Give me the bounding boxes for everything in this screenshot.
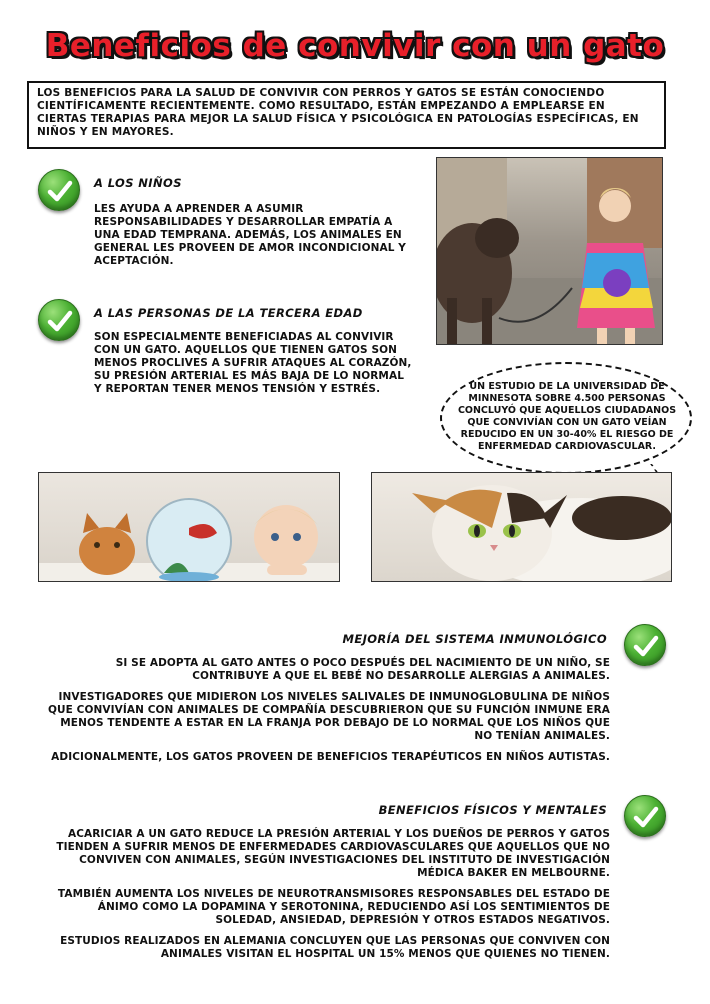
photo-cat-fishbowl-baby — [38, 472, 340, 582]
speech-bubble-text: UN ESTUDIO DE LA UNIVERSIDAD DE MINNESOTA SOBRE 4.500 PERSONAS CONCLUYÓ QUE AQUELLOS CIUDADANOS QUE CONVIVÍAN CON UN GATO VEÍAN REDUCIDO EN UN 30-40% EL RIESGO DE ENFERMEDAD CARDIOVASCULAR. — [457, 381, 677, 452]
check-circle-icon — [38, 299, 80, 341]
section-text-ninos: LES AYUDA A APRENDER A ASUMIR RESPONSABILIDADES Y DESARROLLAR EMPATÍA A UNA EDAD TEMPRANA. ADEMÁS, LOS ANIMALES EN GENERAL LES PROVEEN DE AMOR INCONDICIONAL Y ACEPTACIÓN. — [94, 203, 406, 267]
check-circle-icon — [38, 169, 80, 211]
photo-calico-cat — [371, 472, 672, 582]
check-circle-icon — [624, 624, 666, 666]
intro-box: LOS BENEFICIOS PARA LA SALUD DE CONVIVIR CON PERROS Y GATOS SE ESTÁN CONOCIENDO CIENTÍFICAMENTE RECIENTEMENTE. COMO RESULTADO, ESTÁN EMPEZANDO A EMPLEARSE EN CIERTAS TERAPIAS PARA MEJOR LA SALUD FÍSICA Y PSICOLÓGICA EN PATOLOGÍAS ESPECÍFICAS, EN NIÑOS Y EN MAYORES. — [27, 81, 666, 149]
paragraph: ADICIONALMENTE, LOS GATOS PROVEEN DE BENEFICIOS TERAPÉUTICOS EN NIÑOS AUTISTAS. — [51, 751, 610, 763]
paragraph: ACARICIAR A UN GATO REDUCE LA PRESIÓN ARTERIAL Y LOS DUEÑOS DE PERROS Y GATOS TIENDEN A SUFRIR MENOS DE ENFERMEDADES CARDIOVASCULARES QUE AQUELLOS QUE NO CONVIVEN CON ANIMALES, SEGÚN INVESTIGACIONES DEL INSTITUTO DE INVESTIGACIÓN MÉDICA BAKER EN MELBOURNE. — [56, 828, 610, 879]
paragraph: ESTUDIOS REALIZADOS EN ALEMANIA CONCLUYEN QUE LAS PERSONAS QUE CONVIVEN CON ANIMALES VISITAN EL HOSPITAL UN 15% MENOS QUE QUIENES NO TIENEN. — [60, 935, 610, 960]
section-heading-fisicos: BENEFICIOS FÍSICOS Y MENTALES — [378, 803, 607, 817]
section-heading-mayores: A LAS PERSONAS DE LA TERCERA EDAD — [94, 306, 363, 320]
photo-girl-dog — [436, 157, 663, 345]
paragraph: TAMBIÉN AUMENTA LOS NIVELES DE NEUROTRANSMISORES RESPONSABLES DEL ESTADO DE ÁNIMO COMO LA DOPAMINA Y SEROTONINA, REDUCIENDO ASÍ LOS SENTIMIENTOS DE SOLEDAD, ANSIEDAD, DEPRESIÓN Y OTROS ESTADOS NEGATIVOS. — [57, 888, 610, 926]
section-text-mayores: SON ESPECIALMENTE BENEFICIADAS AL CONVIVIR CON UN GATO. AQUELLOS QUE TIENEN GATOS SON MENOS PROCLIVES A SUFRIR ATAQUES AL CORAZÓN, SU PRESIÓN ARTERIAL ES MÁS BAJA DE LO NORMAL Y REPORTAN TENER MENOS TENSIÓN Y ESTRÉS. — [94, 331, 412, 395]
section-heading-inmune: MEJORÍA DEL SISTEMA INMUNOLÓGICO — [342, 632, 607, 646]
section-text-fisicos — [40, 828, 610, 969]
page-title: Beneficios de convivir con un gato — [45, 28, 665, 64]
section-text-inmune — [40, 657, 610, 772]
section-heading-ninos: A LOS NIÑOS — [94, 176, 182, 190]
check-circle-icon — [624, 795, 666, 837]
paragraph: INVESTIGADORES QUE MIDIERON LOS NIVELES SALIVALES DE INMUNOGLOBULINA DE NIÑOS QUE CONVIVÍAN CON ANIMALES DE COMPAÑÍA DESCUBRIERON QUE SU FUNCIÓN INMUNE ERA MENOS TENDENTE A ESTAR EN LA FRANJA POR DEBAJO DE LO NORMAL QUE LOS NIÑOS QUE NO TENÍAN ANIMALES. — [47, 691, 610, 742]
paragraph: SI SE ADOPTA AL GATO ANTES O POCO DESPUÉS DEL NACIMIENTO DE UN NIÑO, SE CONTRIBUYE A QUE EL BEBÉ NO DESARROLLE ALERGIAS A ANIMALES. — [115, 657, 610, 682]
